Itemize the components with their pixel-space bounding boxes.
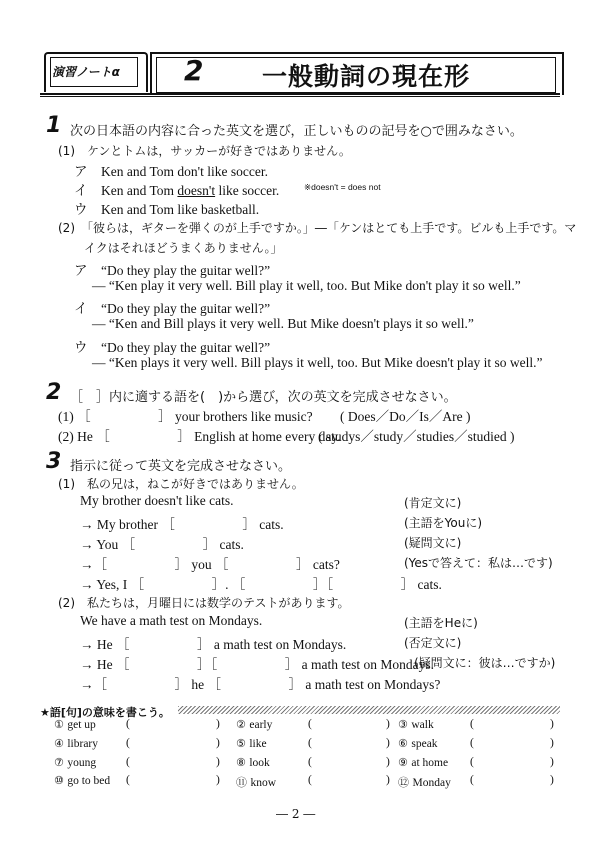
vocab-item-number: ⑧ [236, 756, 250, 769]
s1-q2-prompt-line2: イクはそれほどうまくありません。」 [84, 241, 283, 255]
vocab-item-number: ⑩ [54, 774, 68, 787]
vocab-answer-open-paren: ( [470, 756, 474, 768]
s3-q1-prompt: (1) 私の兄は，ねこが好きではありません。 [58, 477, 304, 491]
vocab-item-word: library [67, 738, 99, 750]
vocab-item [236, 756, 270, 769]
section-1-instruction: 次の日本語の内容に合った英文を選び，正しいものの記号を○で囲みなさい。 [70, 124, 523, 139]
vocab-item-word: at home [411, 757, 449, 769]
section-3-instruction: 指示に従って英文を完成させなさい。 [70, 459, 292, 474]
vocab-answer-close-paren: ) [550, 774, 554, 786]
s1-q1-option-a: ア Ken and Tom don't like soccer. [74, 164, 268, 179]
s2-q1: (1) ［ ］ your brothers like music? [58, 409, 313, 424]
vocab-item [236, 774, 276, 790]
vocab-answer-open-paren: ( [470, 774, 474, 786]
header-rule [40, 93, 560, 95]
vocab-item-number: ⑨ [398, 756, 412, 769]
vocab-item-number: ⑥ [398, 737, 412, 750]
vocab-answer-open-paren: ( [470, 737, 474, 749]
vocab-answer-open-paren: ( [308, 718, 312, 730]
s1-q2-option-c-ans: ― “Ken plays it very well. Bill plays it well, too. But Mike doesn't play it so well.” [92, 355, 543, 370]
s1-q1-option-b: イ Ken and Tom doesn't like soccer. [74, 183, 280, 198]
vocab-item [398, 774, 451, 790]
vocab-item-word: Monday [412, 777, 451, 789]
s3-q2-line3: → He ［ ］［ ］ a math test on Mondays. [80, 657, 434, 672]
vocab-answer-open-paren: ( [126, 774, 130, 786]
s3-q1-hint1: (肯定文に) [404, 496, 462, 510]
s3-q2-prompt: (2) 私たちは，月曜日には数学のテストがあります。 [58, 596, 350, 610]
vocab-item [398, 718, 434, 731]
s1-q2-prompt-line1: (2) 「彼らは，ギターを弾くのが上手ですか。」―「ケンはとても上手です。ビルも上手です。マ [58, 221, 577, 235]
vocab-item-word: go to bed [67, 775, 111, 787]
vocab-answer-open-paren: ( [126, 756, 130, 768]
vocab-item [54, 737, 98, 750]
s3-q1-line2: → My brother ［ ］ cats. [80, 517, 284, 532]
vocab-item-number: ⑤ [236, 737, 250, 750]
vocab-item-word: like [249, 738, 267, 750]
vocab-item [398, 737, 438, 750]
vocab-item-number: ① [54, 718, 68, 731]
vocab-item [54, 718, 96, 731]
s3-q1-line4: →［ ］ you ［ ］ cats? [80, 557, 340, 572]
vocab-item-number: ⑦ [54, 756, 68, 769]
vocab-answer-close-paren: ) [550, 756, 554, 768]
s2-q2-choices: ( studys／study／studies／studied ) [318, 429, 515, 444]
vocab-item-word: get up [67, 719, 96, 731]
vocab-item [54, 774, 110, 787]
vocab-answer-open-paren: ( [470, 718, 474, 730]
s3-q1-hint2: (主語をYouに) [404, 516, 483, 530]
vocab-item-word: young [67, 757, 97, 769]
section-1-number: 1 [46, 113, 62, 138]
vocab-answer-close-paren: ) [550, 737, 554, 749]
vocab-answer-close-paren: ) [386, 737, 390, 749]
vocab-answer-close-paren: ) [550, 718, 554, 730]
vocab-item-word: early [249, 719, 273, 731]
header-rule-thin [40, 96, 560, 97]
page-title: 一般動詞の現在形 [262, 62, 471, 91]
vocab-answer-close-paren: ) [386, 774, 390, 786]
s1-q2-option-b-q: イ “Do they play the guitar well?” [74, 301, 271, 316]
s1-q1-prompt: (1) ケンとトムは，サッカーが好きではありません。 [58, 144, 351, 158]
s3-q1-hint3: (疑問文に) [404, 536, 462, 550]
vocab-item-number: ⑪ [236, 776, 251, 789]
s1-q1-note: ※doesn't = does not [304, 182, 381, 192]
vocab-item-word: walk [411, 719, 434, 731]
vocab-answer-close-paren: ) [216, 737, 220, 749]
vocab-answer-open-paren: ( [126, 718, 130, 730]
s3-q1-hint4: (Yesで答えて：私は…です) [404, 556, 553, 570]
vocab-answer-close-paren: ) [216, 774, 220, 786]
vocab-item [236, 718, 272, 731]
vocab-heading-stripe [178, 706, 560, 714]
vocab-answer-open-paren: ( [308, 774, 312, 786]
s3-q2-line2: → He ［ ］ a math test on Mondays. [80, 637, 347, 652]
s3-q1-line3: → You ［ ］ cats. [80, 537, 244, 552]
s3-q2-hint3: (疑問文に：彼は…ですか) [414, 656, 556, 670]
s2-q1-choices: ( Does／Do／Is／Are ) [340, 409, 471, 424]
vocab-item-word: know [250, 777, 277, 789]
vocab-answer-open-paren: ( [126, 737, 130, 749]
s3-q1-line1: My brother doesn't like cats. [80, 493, 234, 508]
s3-q2-hint2: (否定文に) [404, 636, 462, 650]
s1-q2-option-c-q: ウ “Do they play the guitar well?” [74, 340, 271, 355]
page-number: ― 2 ― [276, 807, 316, 821]
s1-q1-option-c: ウ Ken and Tom like basketball. [74, 202, 260, 217]
lesson-number: 2 [184, 54, 204, 87]
s3-q2-line4: →［ ］ he ［ ］ a math test on Mondays? [80, 677, 441, 692]
vocab-answer-close-paren: ) [386, 718, 390, 730]
vocab-item [54, 756, 96, 769]
s1-q2-option-a-q: ア “Do they play the guitar well?” [74, 263, 271, 278]
vocab-item-number: ② [236, 718, 250, 731]
vocab-answer-close-paren: ) [216, 718, 220, 730]
vocab-item-number: ④ [54, 737, 68, 750]
vocab-item [236, 737, 267, 750]
section-2-number: 2 [46, 380, 62, 405]
vocab-answer-close-paren: ) [216, 756, 220, 768]
series-logo: 演習ノートα [52, 65, 120, 79]
vocab-answer-open-paren: ( [308, 756, 312, 768]
s1-q2-option-b-ans: ― “Ken and Bill plays it very well. But Mike doesn't plays it so well.” [92, 316, 474, 331]
vocab-heading: ★語[句]の意味を書こう。 [40, 706, 170, 719]
s2-q2: (2) He ［ ］ English at home every day. [58, 429, 341, 444]
vocab-item-number: ③ [398, 718, 412, 731]
vocab-item-word: look [249, 757, 270, 769]
vocab-item-number: ⑫ [398, 776, 413, 789]
vocab-answer-close-paren: ) [386, 756, 390, 768]
s3-q2-hint1: (主語をHeに) [404, 616, 478, 630]
section-2-instruction: ［ ］内に適する語を( )から選び，次の英文を完成させなさい。 [70, 390, 457, 405]
s1-q2-option-a-ans: ― “Ken play it very well. Bill play it well, too. But Mike don't play it so well.” [92, 278, 521, 293]
s3-q2-line1: We have a math test on Mondays. [80, 613, 263, 628]
vocab-item-word: speak [411, 738, 438, 750]
s3-q1-line5: → Yes, I ［ ］. ［ ］［ ］ cats. [80, 577, 442, 592]
section-3-number: 3 [46, 449, 62, 474]
vocab-answer-open-paren: ( [308, 737, 312, 749]
vocab-item [398, 756, 448, 769]
